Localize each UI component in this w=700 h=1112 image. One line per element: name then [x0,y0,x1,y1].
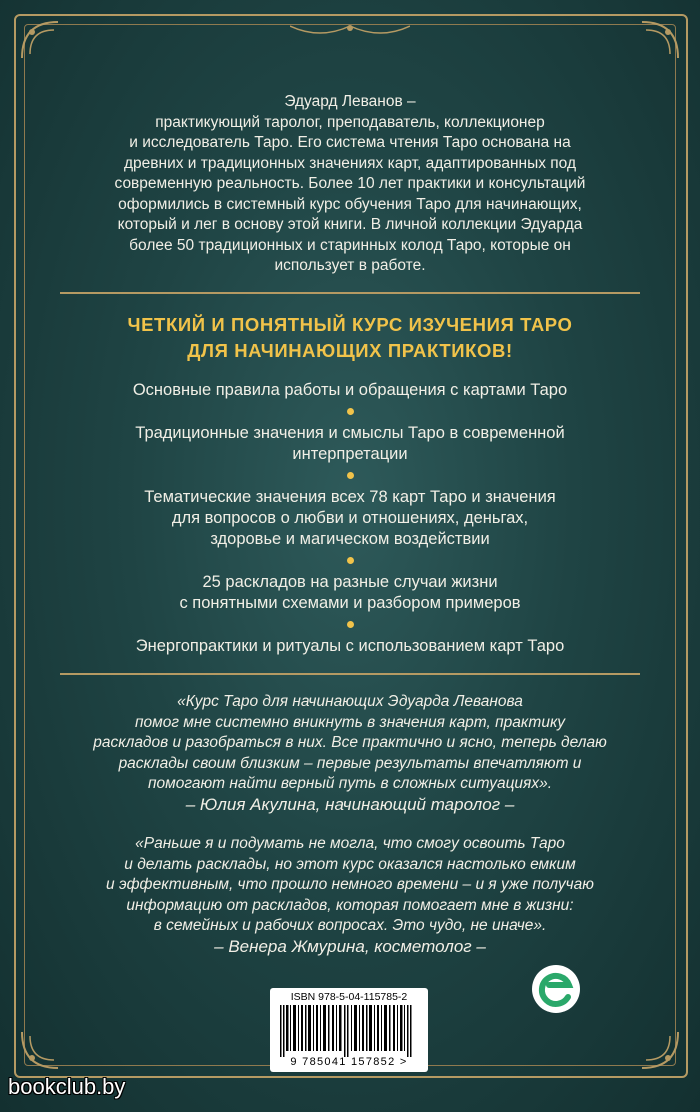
review-quote [50,692,650,815]
feature-line: интерпретации [292,445,408,463]
corner-ornament-bottom-right [622,1012,682,1072]
review-line: информацию от раскладов, которая помогает мне в жизни: [126,896,574,914]
headline-line-2: ДЛЯ НАЧИНАЮЩИХ ПРАКТИКОВ! [187,340,513,361]
divider-middle [60,673,640,675]
bio-line: использует в работе. [274,257,426,274]
author-bio [50,92,650,277]
bio-line: и исследователь Таро. Его система чтения Таро основана на [129,134,571,151]
bullet-dot [347,408,354,415]
review-quote [50,834,650,957]
author-name: Эдуард Леванов [284,93,403,110]
isbn-number: ISBN 978-5-04-115785-2 [290,991,408,1003]
corner-ornament-bottom-left [18,1012,78,1072]
feature-line: для вопросов о любви и отношениях, деньгах, [171,509,529,527]
reviewer-name: – Венера Жмурина, косметолог – [214,936,486,956]
feature-line: Тематические значения всех 78 карт Таро и значения [144,488,556,506]
corner-ornament-top-left [18,18,78,78]
feature-line: Основные правила работы и обращения с картами Таро [132,381,568,399]
review-line: расклады своим близким – первые результаты впечатляют и [118,754,582,772]
bio-line: оформились в системный курс обучения Таро для начинающих, [118,195,582,213]
bio-line: современную реальность. Более 10 лет практики и консультаций [114,175,586,192]
review-line: и делать расклады, но этот курс оказался настолько емким [124,855,576,873]
review-line: помог мне системно вникнуть в значения карт, практику [134,713,566,731]
barcode-label [270,988,428,1072]
feature-line: здоровье и магическом воздействии [210,530,490,548]
review-line: раскладов и разобраться в них. Все практично и ясно, теперь делаю [93,734,607,751]
review-line: «Курс Таро для начинающих Эдуарда Леванова [177,693,523,710]
feature-line: 25 раскладов на разные случаи жизни [202,573,498,591]
bio-line: древних и традиционных значениях карт, адаптированных под [124,154,576,172]
headline-line-1: ЧЕТКИЙ И ПОНЯТНЫЙ КУРС ИЗУЧЕНИЯ ТАРО [127,314,573,335]
barcode-icon [276,1005,422,1057]
bullet-dot [347,621,354,628]
top-center-ornament [290,16,410,42]
corner-ornament-top-right [622,18,682,78]
feature-item [50,487,650,550]
review-line: помогают найти верный путь в сложных ситуациях». [147,775,553,792]
feature-line: Энергопрактики и ритуалы с использованием карт Таро [135,637,565,655]
review-line: «Раньше я и подумать не могла, что смогу освоить Таро [135,835,565,852]
feature-item [50,572,650,614]
bullet-dot [347,557,354,564]
review-line: и эффективным, что прошло немного времени – и я уже получаю [106,876,594,893]
feature-item [50,636,650,657]
divider-top [60,292,640,294]
reviewer-name: – Юлия Акулина, начинающий таролог – [185,794,515,814]
bullet-dot [347,472,354,479]
barcode-digits: 9 785041 157852 > [290,1056,408,1068]
feature-list [50,380,650,657]
feature-line: с понятными схемами и разбором примеров [179,594,521,612]
eksmo-e-logo-icon [531,964,581,1014]
feature-item [50,380,650,401]
feature-line: Традиционные значения и смыслы Таро в современной [135,424,565,442]
headline [50,312,650,364]
bio-line: более 50 традиционных и старинных колод Таро, которые он [129,236,571,254]
feature-item [50,423,650,465]
review-line: в семейных и рабочих вопросах. Это чудо, не иначе». [153,917,547,934]
watermark: bookclub.by [8,1074,126,1099]
bio-line: который и лег в основу этой книги. В личной коллекции Эдуарда [117,216,583,233]
bio-line: практикующий таролог, преподаватель, коллекционер [155,113,545,131]
author-name-line: Эдуард Леванов – [284,93,416,110]
